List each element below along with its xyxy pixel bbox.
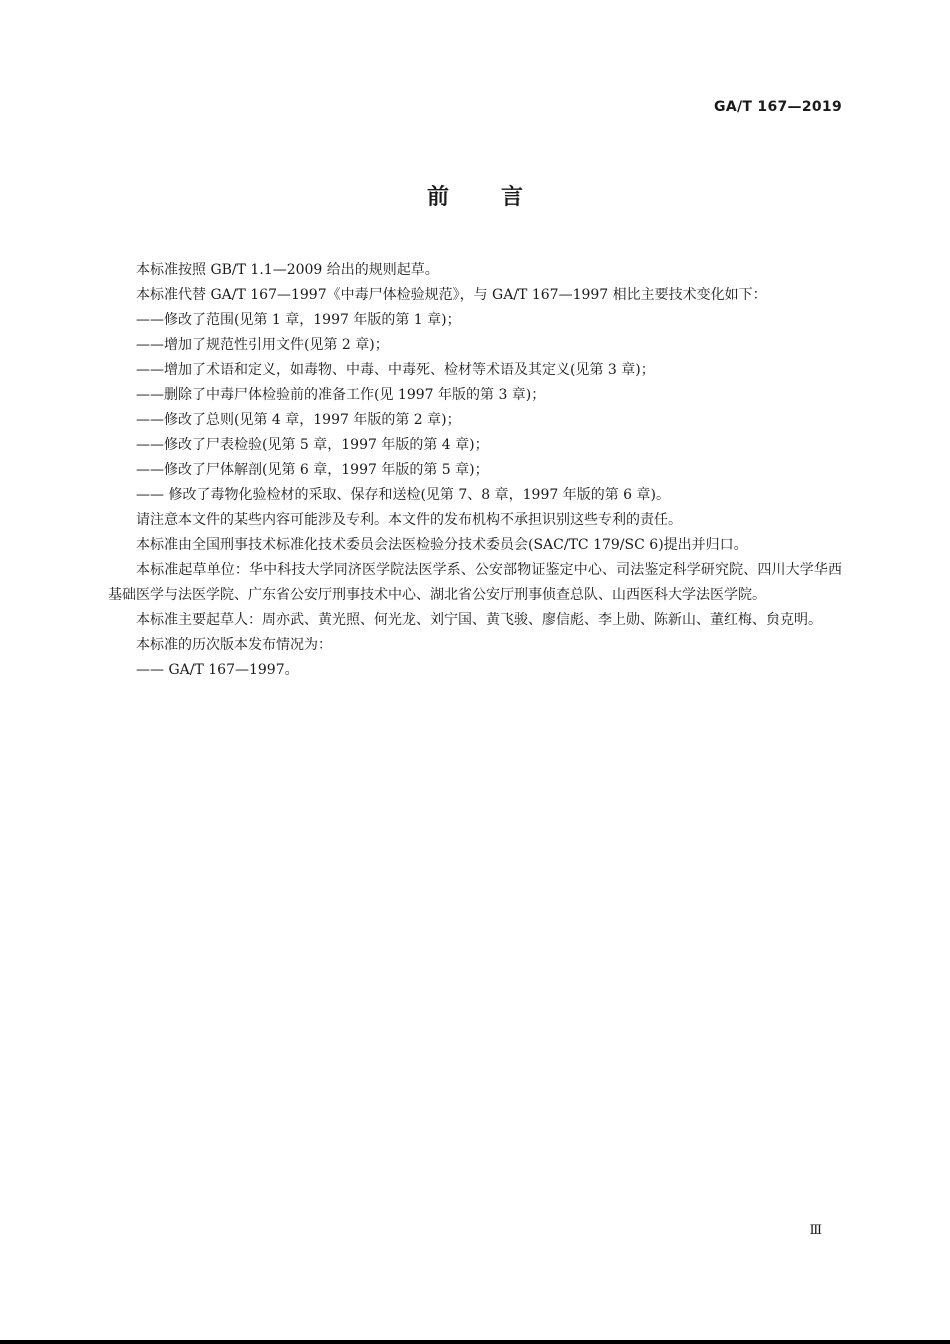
page-title: 前言 [426,185,575,210]
change-item-autopsy: ——修改了尸体解剖(见第 6 章，1997 年版的第 5 章)； [136,462,489,478]
history-item: —— GA/T 167—1997。 [136,662,299,678]
paragraph-replacement: 本标准代替 GA/T 167—1997《中毒尸体检验规范》，与 GA/T 167—1997 相比主要技术变化如下： [136,287,767,303]
bottom-rule [0,1340,950,1344]
change-item-terms: ——增加了术语和定义，如毒物、中毒、中毒死、检材等术语及其定义(见第 3 章)； [136,362,655,378]
change-item-external-exam: ——修改了尸表检验(见第 5 章，1997 年版的第 4 章)； [136,437,489,453]
foreword-body [108,258,842,683]
paragraph-drafting-units: 本标准起草单位：华中科技大学同济医学院法医学系、公安部物证鉴定中心、司法鉴定科学研究院、四川大学华西基础医学与法医学院、广东省公安厅刑事技术中心、湖北省公安厅刑事侦查总队、山西医科大学法医学院。 [108,562,842,603]
paragraph-drafting-rules: 本标准按照 GB/T 1.1—2009 给出的规则起草。 [136,262,439,278]
change-item-samples: —— 修改了毒物化验检材的采取、保存和送检(见第 7、8 章，1997 年版的第 6 章)。 [136,487,670,503]
paragraph-patent-notice: 请注意本文件的某些内容可能涉及专利。本文件的发布机构不承担识别这些专利的责任。 [136,512,682,528]
change-item-general: ——修改了总则(见第 4 章，1997 年版的第 2 章)； [136,412,461,428]
paragraph-drafters: 本标准主要起草人：周亦武、黄光照、何光龙、刘宁国、黄飞骏、廖信彪、李上勋、陈新山、董红梅、贠克明。 [136,612,822,628]
change-item-scope: ——修改了范围(见第 1 章，1997 年版的第 1 章)； [136,312,461,328]
page-number: Ⅲ [809,1223,822,1238]
change-item-preparation: ——删除了中毒尸体检验前的准备工作(见 1997 年版的第 3 章)； [136,387,546,403]
change-item-normative-references: ——增加了规范性引用文件(见第 2 章)； [136,337,389,353]
document-code: GA/T 167—2019 [714,99,842,115]
paragraph-proposer: 本标准由全国刑事技术标准化技术委员会法医检验分技术委员会(SAC/TC 179/SC 6)提出并归口。 [136,537,748,553]
paragraph-history-intro: 本标准的历次版本发布情况为： [136,637,332,653]
